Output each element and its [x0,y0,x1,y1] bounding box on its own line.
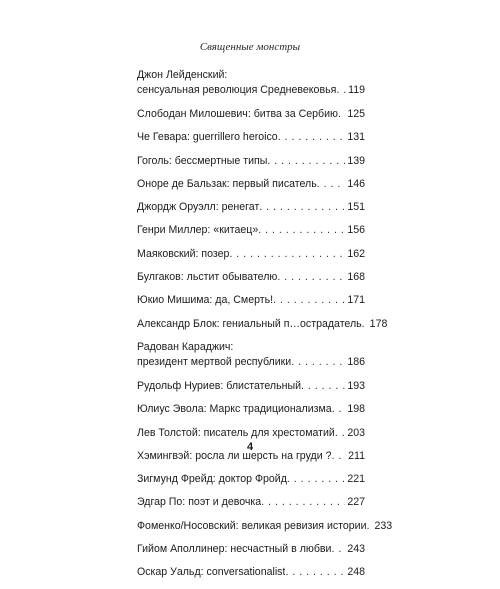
toc-entry[interactable] [137,200,365,215]
toc-entry-title-line1: Радован Караджич: [137,340,234,353]
toc-entry-title: Зигмунд Фрейд: доктор Фройд [137,473,287,486]
toc-entry-title: Маяковский: позер [137,247,230,260]
toc-entry-page: 221 [347,473,365,486]
toc-entry-title: Гийом Аполлинер: несчастный в любви [137,543,332,556]
toc-entry-title: Генри Миллер: «китаец» [137,224,259,237]
toc-entry[interactable] [137,340,365,370]
toc-entry[interactable] [137,130,365,145]
dot-leader [277,270,345,285]
toc-entry-title: Гоголь: бессмертные типы [137,154,268,167]
toc-entry-title: Рудольф Нуриев: блистательный [137,379,301,392]
table-of-contents [137,68,393,589]
toc-entry-title: сенсуальная революция Средневековья [137,84,337,96]
toc-entry-title: Александр Блок: гениальный п…острадатель [137,317,362,330]
toc-entry[interactable] [137,68,365,98]
toc-entry-title: Че Гевара: guerrillero heroico [137,131,278,144]
toc-entry-page: 168 [347,271,365,284]
dot-leader [338,107,345,122]
toc-entry[interactable] [137,177,365,192]
running-head: Священные монстры [199,41,301,53]
toc-entry[interactable] [137,247,365,262]
toc-entry[interactable] [137,519,393,534]
toc-entry-page: 248 [347,566,365,579]
dot-leader [301,379,345,394]
toc-entry-page: 193 [347,379,365,392]
dot-leader [258,223,345,238]
toc-entry-page: 203 [347,426,365,439]
toc-entry-title: Булгаков: льстит обывателю [137,271,278,284]
toc-entry-title: Оноре де Бальзак: первый писатель [137,177,317,190]
toc-entry[interactable] [137,379,365,394]
toc-entry-title: Эдгар По: поэт и девочка [137,496,262,509]
toc-entry-title-line1: Джон Лейденский: [137,69,228,81]
dot-leader [317,177,346,192]
toc-entry-page: 146 [347,177,365,190]
toc-entry-title: Лев Толстой: писатель для хрестоматий [137,426,335,439]
toc-entry-page: 186 [347,355,365,368]
toc-entry-page: 227 [347,496,365,509]
dot-leader [229,247,345,262]
toc-entry-page: 243 [347,543,365,556]
toc-entry-title: Оскар Уальд: conversationalist [137,566,286,579]
toc-entry[interactable] [137,426,365,441]
toc-entry-page: 139 [347,154,365,167]
toc-entry[interactable] [137,565,365,580]
dot-leader [273,293,345,308]
dot-leader [336,83,346,98]
toc-entry-page: 233 [374,519,393,532]
dot-leader [261,495,345,510]
toc-entry[interactable] [137,317,388,332]
toc-entry-title: Джордж Оруэлл: ренегат [137,201,260,214]
toc-entry-page: 211 [348,449,365,462]
toc-entry[interactable] [137,270,365,285]
toc-entry[interactable] [137,402,365,417]
dot-leader [335,426,345,441]
dot-leader [259,200,345,215]
toc-entry-page: 119 [348,84,365,96]
toc-entry-title: Юлиус Эвола: Маркс традиционализма [137,403,332,416]
dot-leader [285,565,345,580]
toc-entry-title: Фоменко/Носовский: великая ревизия истории [137,519,367,532]
dot-leader [267,154,345,169]
toc-entry-page: 125 [347,108,365,120]
toc-entry-page: 156 [347,224,365,237]
toc-entry-page: 171 [347,294,365,307]
toc-entry[interactable] [137,542,365,557]
toc-entry-page: 198 [347,403,365,416]
dot-leader [331,542,345,557]
toc-entry-page: 131 [347,131,365,144]
toc-entry-page: 178 [369,317,388,330]
dot-leader [287,472,345,487]
page-number: 4 [246,441,254,453]
toc-entry[interactable] [137,293,365,308]
toc-entry-title: президент мертвой республики [137,355,292,368]
dot-leader [278,130,346,145]
toc-entry-title: Слободан Милошевич: битва за Сербию [137,108,338,120]
dot-leader [332,402,346,417]
toc-entry-page: 162 [347,247,365,260]
toc-entry[interactable] [137,107,365,122]
toc-entry[interactable] [137,472,365,487]
toc-entry[interactable] [137,154,365,169]
toc-entry-title: Юкио Мишима: да, Смерть! [137,294,274,307]
toc-entry[interactable] [137,495,365,510]
toc-entry[interactable] [137,223,365,238]
toc-entry-page: 151 [347,201,365,214]
toc-entry-title: Хэмингвэй: росла ли шерсть на груди ? [137,449,332,462]
dot-leader [291,355,345,370]
